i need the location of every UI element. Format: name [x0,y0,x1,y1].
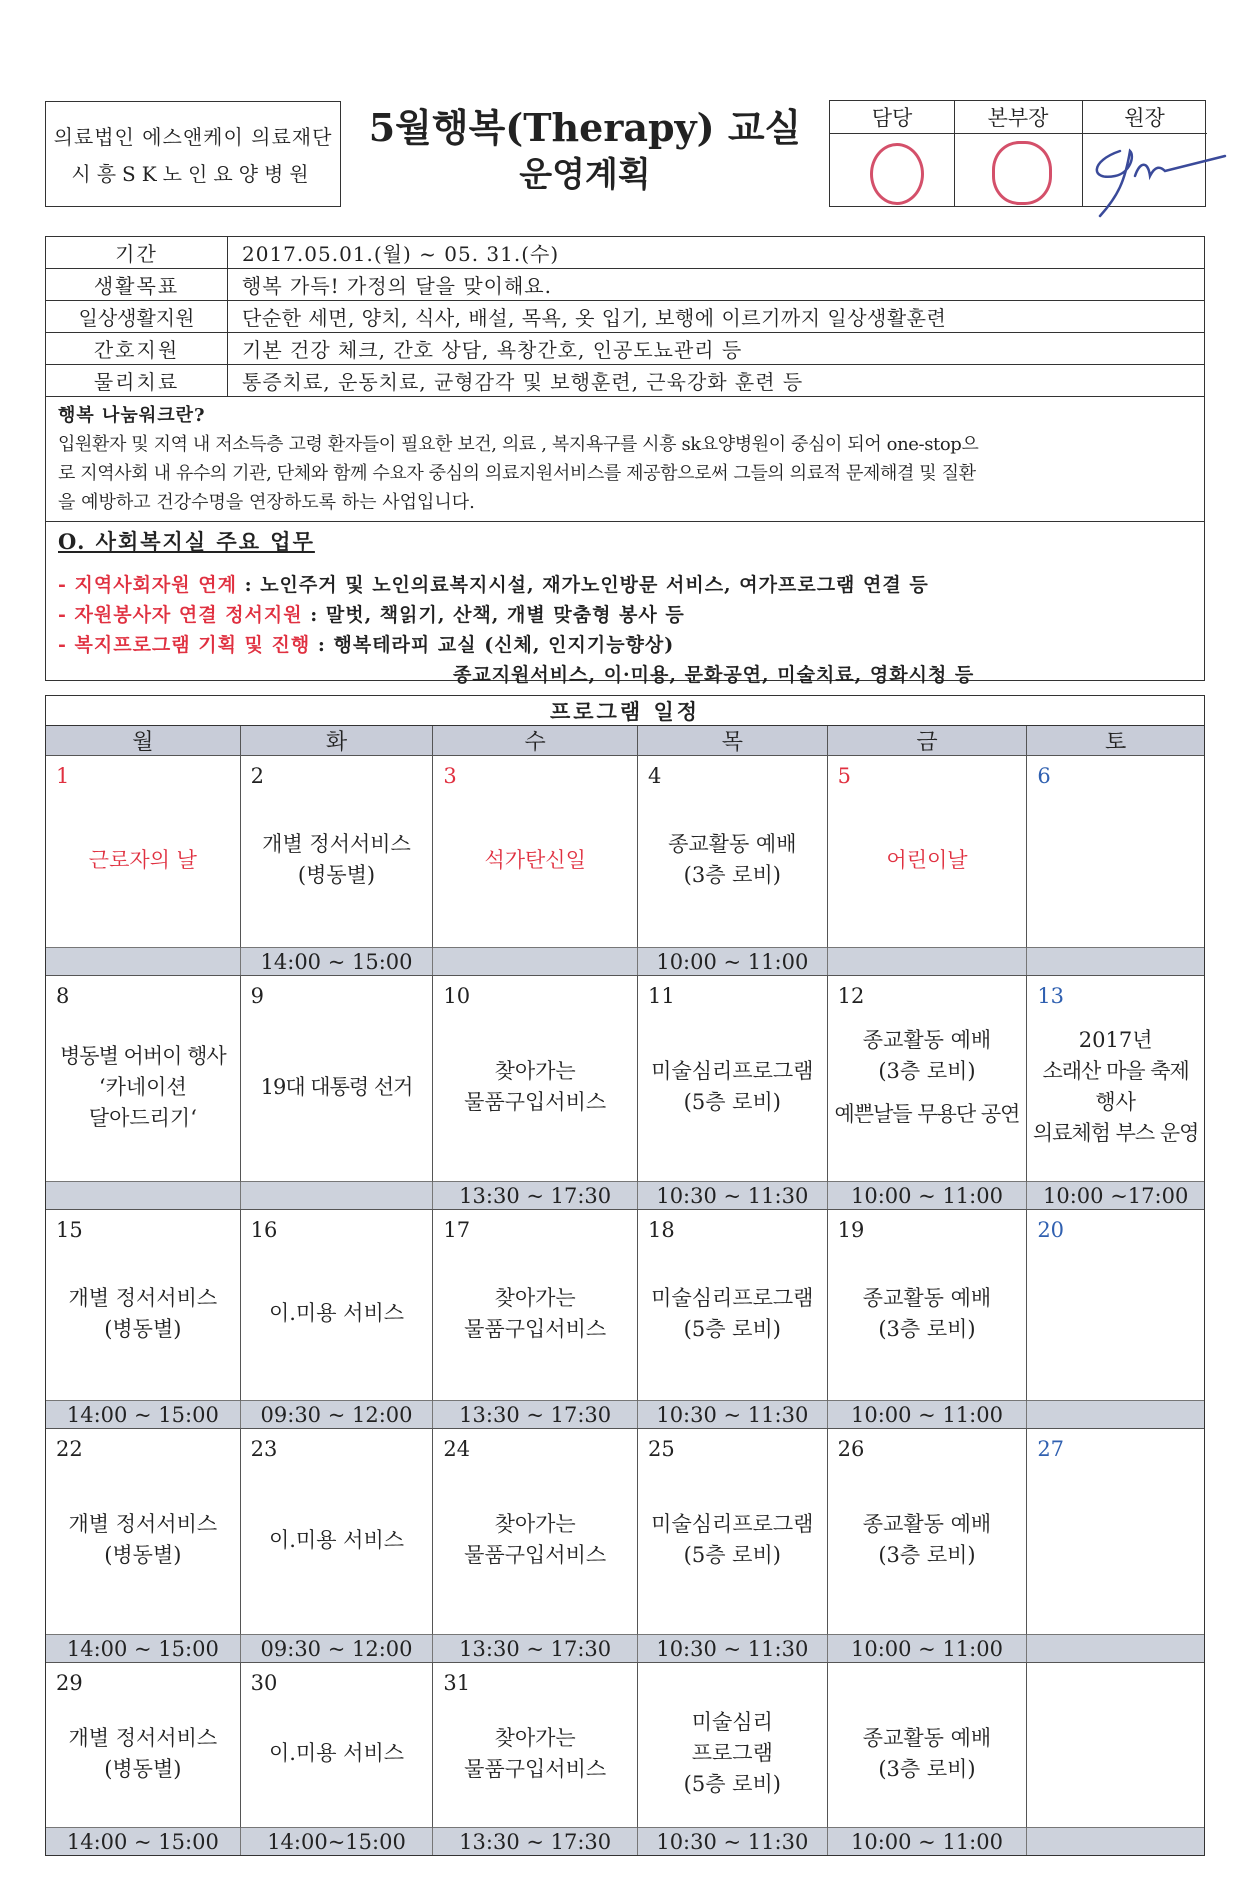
weekday-header: 화 [241,726,434,756]
approval-col-head: 원장 [1082,101,1207,134]
event-line: (병동별) [104,1316,182,1341]
time-slot: 10:30 ~ 11:30 [638,1828,828,1855]
time-slot: 14:00~15:00 [241,1828,434,1855]
event-line: 미술심리프로그램 [651,1512,814,1536]
time-slot: 13:30 ~ 17:30 [433,1182,638,1209]
event-line: (5층 로비) [683,1090,781,1114]
event-line: 찾아가는 [494,1512,576,1536]
time-slot [241,1182,434,1209]
calendar-day [241,976,434,1182]
info-row-nursing [46,333,1204,365]
info-value: 기본 건강 체크, 간호 상담, 욕창간호, 인공도뇨관리 등 [242,338,743,362]
day-event [638,1509,827,1571]
weekday-header: 월 [46,726,241,756]
calendar-day [828,1429,1028,1635]
time-row [46,1401,1204,1428]
time-slot [46,948,241,975]
event-line: 종교활동 예배 [862,1725,992,1750]
event-line: 달아드리기‘ [88,1105,197,1130]
info-label: 간호지원 [46,333,228,364]
day-number: 12 [837,984,865,1008]
time-slot [433,948,638,975]
day-event [828,1723,1027,1785]
approval-col-director: 본부장 [954,101,1082,134]
day-event [828,1509,1027,1571]
calendar-day [1027,756,1204,948]
day-number: 15 [56,1218,83,1242]
day-event [46,1041,240,1134]
calendar-week [46,1210,1204,1429]
weekday-header: 토 [1027,726,1204,756]
day-event [1027,1025,1204,1149]
event-line: 이.미용 서비스 [268,1301,405,1325]
sharing-description [46,397,1204,522]
sharing-line: 로 지역사회 내 유수의 기관, 단체와 함께 수요자 중심의 의료지원서비스를 제공함으로써 그들의 의료적 문제해결 및 질환 [58,463,976,484]
day-event [46,1509,240,1571]
day-number: 9 [250,984,265,1008]
calendar-day [638,1429,828,1635]
info-row-period [46,237,1204,269]
day-number: 25 [647,1437,675,1461]
time-row [46,1828,1204,1855]
calendar-day [1027,1210,1204,1401]
sharing-line: 입원환자 및 지역 내 저소득층 고령 환자들이 필요한 보건, 의료 , 복지욕구를 시흥 sk요양병원이 중심이 되어 one-stop으 [58,434,979,455]
time-slot: 14:00 ~ 15:00 [46,1401,241,1428]
weekday-header: 목 [638,726,828,756]
calendar-day [241,1210,434,1401]
info-row-goal [46,269,1204,301]
day-event [433,1056,637,1118]
event-line: 개별 정서서비스 [262,832,411,856]
event-line: 행사 [1095,1090,1136,1114]
event-line: (3층 로비) [878,1059,976,1083]
time-slot: 10:30 ~ 11:30 [638,1182,828,1209]
event-line: 석가탄신일 [484,847,586,872]
day-event [433,1283,637,1345]
event-line: (3층 로비) [878,1756,976,1781]
event-line: 찾아가는 [494,1725,576,1750]
calendar-day [46,1210,241,1401]
day-number: 13 [1037,984,1065,1008]
program-calendar [45,695,1205,1856]
event-line: 종교활동 예배 [668,832,797,856]
day-number: 4 [647,764,662,788]
duty-label: - 자원봉사자 연결 정서지원 [58,604,303,626]
duty-line [58,600,1192,630]
duty-label: - 복지프로그램 기획 및 진행 [58,634,311,656]
day-number: 2 [250,764,265,788]
approval-col-staff: 담당 [830,101,954,134]
day-event [828,1283,1027,1345]
day-number: 11 [647,984,675,1008]
day-number: 24 [443,1437,471,1461]
day-number: 27 [1037,1437,1065,1461]
time-slot [1027,1401,1204,1428]
info-label: 일상생활지원 [46,301,228,332]
day-number: 26 [837,1437,865,1461]
day-number: 17 [443,1218,471,1242]
event-line: 근로자의 날 [88,847,197,872]
calendar-day [638,756,828,948]
day-event [433,1723,637,1785]
day-number: 8 [56,984,70,1008]
event-line: 물품구입서비스 [464,1756,607,1781]
calendar-day [1027,976,1204,1182]
info-value: 2017.05.01.(월) ~ 05. 31.(수) [242,242,560,266]
calendar-weeks [46,756,1204,1855]
event-line: 병동별 어버이 행사 [60,1043,226,1068]
time-slot [1027,1635,1204,1662]
event-line: (5층 로비) [683,1772,781,1796]
event-line: 개별 정서서비스 [68,1512,218,1536]
day-event [241,1072,433,1103]
time-slot: 13:30 ~ 17:30 [433,1401,638,1428]
info-label: 기간 [46,237,228,268]
event-line: 종교활동 예배 [862,1028,992,1052]
event-line: 미술심리프로그램 [651,1285,814,1310]
info-value: 통증치료, 운동치료, 균형감각 및 보행훈련, 근육강화 훈련 등 [242,370,804,394]
event-line: 의료체험 부스 운영 [1032,1121,1199,1145]
weekday-header: 금 [828,726,1028,756]
event-line: 종교활동 예배 [862,1285,992,1310]
calendar-day [241,756,434,948]
event-line: 종교활동 예배 [862,1512,992,1536]
event-line: 이.미용 서비스 [268,1741,405,1765]
calendar-day [828,976,1028,1182]
day-number: 19 [837,1218,865,1242]
day-number: 6 [1037,764,1051,788]
time-slot: 14:00 ~ 15:00 [46,1828,241,1855]
calendar-day [828,1210,1028,1401]
event-line: 2017년 [1078,1028,1153,1052]
event-line [828,1087,1027,1099]
day-event [638,829,827,891]
day-event [433,845,637,876]
day-number: 20 [1037,1218,1065,1242]
sharing-line: 을 예방하고 건강수명을 연장하도록 하는 사업입니다. [58,492,475,513]
time-slot: 10:30 ~ 11:30 [638,1401,828,1428]
day-number: 10 [443,984,471,1008]
day-event [46,1723,240,1785]
time-slot: 10:30 ~ 11:30 [638,1635,828,1662]
day-event [241,1738,433,1769]
event-line: 찾아가는 [494,1285,576,1310]
day-number: 29 [56,1671,83,1695]
day-number: 5 [837,764,852,788]
time-slot: 10:00 ~ 11:00 [828,1635,1028,1662]
title-line1: 5월행복(Therapy) 교실 [368,105,802,150]
duty-continuation: 종교지원서비스, 이·미용, 문화공연, 미술치료, 영화시청 등 [453,664,975,686]
calendar-day [433,1210,638,1401]
time-slot: 14:00 ~ 15:00 [46,1635,241,1662]
time-slot: 13:30 ~ 17:30 [433,1635,638,1662]
staff-stamp-icon [870,143,924,205]
day-number: 16 [250,1218,278,1242]
title-line2: 운영계획 [519,155,651,195]
document-title [345,104,825,208]
weekday-header: 수 [433,726,638,756]
calendar-day [433,1663,638,1828]
event-line: 개별 정서서비스 [68,1285,218,1310]
calendar-day [241,1429,434,1635]
info-label: 물리치료 [46,365,228,396]
time-slot: 10:00 ~ 11:00 [828,1182,1028,1209]
signature-icon [1060,121,1230,231]
calendar-week [46,976,1204,1210]
event-line: (병동별) [104,1543,182,1567]
time-slot [1027,948,1204,975]
event-line: (병동별) [104,1756,182,1781]
org-name-line1: 의료법인 에스앤케이 의료재단 [53,125,333,149]
day-number: 23 [250,1437,278,1461]
event-line: 물품구입서비스 [464,1090,607,1114]
day-number: 18 [647,1218,675,1242]
event-line: 찾아가는 [494,1059,576,1083]
day-number: 22 [56,1437,83,1461]
time-slot [1027,1828,1204,1855]
event-line: (5층 로비) [683,1543,781,1567]
approval-box [829,100,1206,207]
duty-line [58,570,1192,600]
calendar-week [46,1429,1204,1663]
calendar-day [433,756,638,948]
time-slot [46,1182,241,1209]
info-table [45,236,1205,686]
org-name-line2: 시흥SK노인요양병원 [71,162,315,186]
event-line: (5층 로비) [683,1316,781,1341]
event-line: (3층 로비) [878,1316,976,1341]
info-row-daily-support [46,301,1204,333]
calendar-week [46,756,1204,976]
event-line: ‘카네이션 [98,1074,187,1099]
info-value: 행복 가득! 가정의 달을 맞이해요. [242,274,552,298]
event-line: 미술심리프로그램 [651,1059,814,1083]
day-number: 31 [443,1671,471,1695]
calendar-day [828,1663,1028,1828]
calendar-title: 프로그램 일정 [46,696,1204,726]
event-line: (3층 로비) [683,863,781,887]
day-event [638,1707,827,1800]
sharing-title: 행복 나눔워크란? [58,405,206,426]
time-slot: 10:00 ~ 11:00 [638,948,828,975]
work-title: O. 사회복지실 주요 업무 [58,529,315,554]
day-number: 30 [250,1671,278,1695]
time-slot [828,948,1028,975]
info-value: 단순한 세면, 양치, 식사, 배설, 목욕, 옷 입기, 보행에 이르기까지 일상생활훈련 [242,306,947,330]
time-slot: 09:30 ~ 12:00 [241,1635,434,1662]
day-event [638,1056,827,1118]
calendar-day [1027,1663,1204,1828]
time-slot: 14:00 ~ 15:00 [241,948,434,975]
day-event [241,1525,433,1556]
duty-text: : 행복테라피 교실 (신체, 인지기능향상) [310,634,675,656]
day-event [828,1025,1027,1130]
calendar-day [1027,1429,1204,1635]
event-line: 어린이날 [886,847,968,872]
welfare-duties [46,522,1204,686]
director-stamp-icon [992,141,1052,205]
duty-label: - 지역사회자원 연계 [58,574,237,596]
calendar-day [46,976,241,1182]
time-slot: 10:00 ~ 11:00 [828,1401,1028,1428]
day-number: 3 [443,764,457,788]
time-row [46,1635,1204,1662]
calendar-day [433,976,638,1182]
duty-text: : 말벗, 책읽기, 산책, 개별 맞춤형 봉사 등 [302,604,685,626]
calendar-day [241,1663,434,1828]
event-line: 물품구입서비스 [464,1316,607,1341]
time-slot: 10:00 ~17:00 [1043,1183,1189,1208]
event-line: 물품구입서비스 [464,1543,607,1567]
duty-text: : 노인주거 및 노인의료복지시설, 재가노인방문 서비스, 여가프로그램 연결 등 [236,574,929,596]
weekday-header-row [46,726,1204,756]
calendar-day [638,976,828,1182]
day-event [433,1509,637,1571]
calendar-week [46,1663,1204,1855]
time-slot: 09:30 ~ 12:00 [241,1401,434,1428]
day-event [46,1283,240,1345]
day-event [46,845,240,876]
day-event [241,829,433,891]
calendar-day [638,1210,828,1401]
calendar-day [46,1663,241,1828]
duty-line [58,630,1192,660]
event-line: (3층 로비) [878,1543,976,1567]
event-line: (병동별) [297,863,376,887]
event-line: 19대 대통령 선거 [260,1074,413,1099]
time-row [46,948,1204,975]
time-row [46,1182,1204,1209]
day-event [241,1298,433,1329]
event-line: 이.미용 서비스 [268,1527,405,1552]
calendar-day [828,756,1028,948]
day-event [828,845,1027,876]
event-line: 소래산 마을 축제 [1042,1059,1189,1083]
calendar-day [46,756,241,948]
event-line: 미술심리 [691,1710,773,1734]
event-line: 프로그램 [691,1741,773,1765]
calendar-day [433,1429,638,1635]
event-line: 예쁜날들 무용단 공연 [834,1102,1020,1126]
calendar-day [638,1663,828,1828]
info-row-physical-therapy [46,365,1204,397]
calendar-day [46,1429,241,1635]
day-number: 1 [56,764,70,788]
time-slot: 13:30 ~ 17:30 [433,1828,638,1855]
info-label: 생활목표 [46,269,228,300]
day-event [638,1283,827,1345]
event-line: 개별 정서서비스 [68,1725,218,1750]
organization-box [45,101,341,207]
time-slot: 10:00 ~ 11:00 [828,1828,1028,1855]
